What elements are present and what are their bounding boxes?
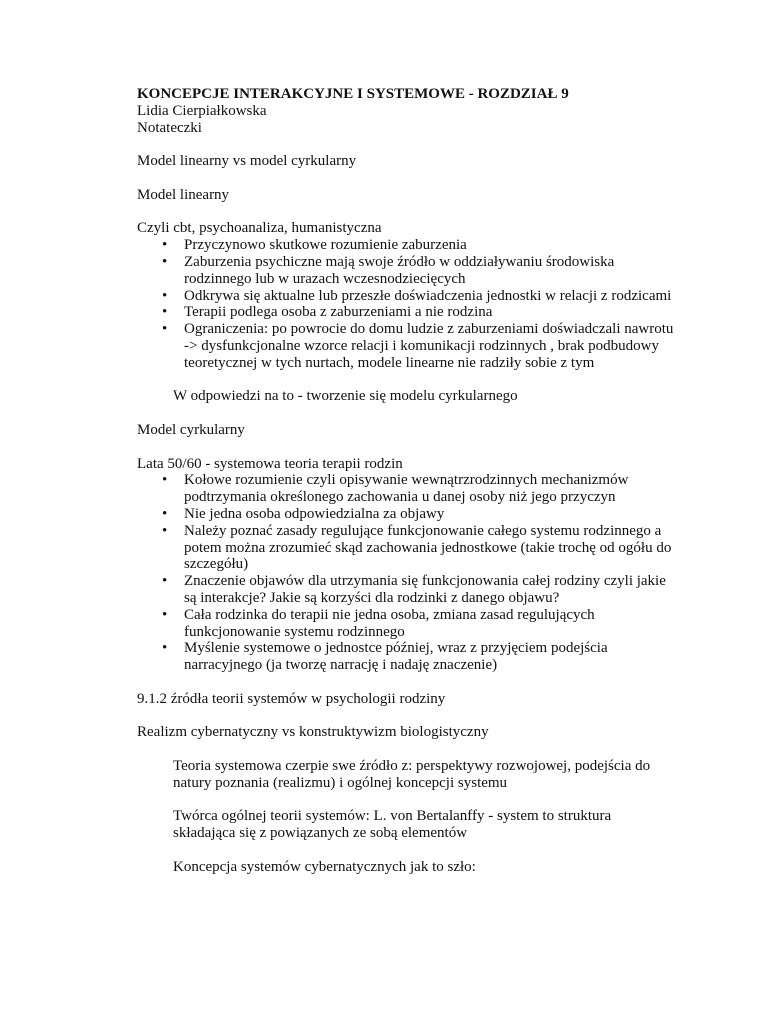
list-item: [137, 506, 677, 523]
bullet-icon: •: [162, 505, 168, 522]
list-item: [137, 254, 677, 288]
bullet-icon: •: [162, 522, 168, 539]
section3-heading: 9.1.2 źródła teorii systemów w psychologii rodziny: [137, 690, 446, 707]
bullet-icon: •: [162, 606, 168, 623]
spacer: [137, 136, 677, 153]
section1-heading: Model linearny vs model cyrkularny: [137, 153, 357, 170]
list-item-text: Terapii podlega osoba z zaburzeniami a nie rodzina: [184, 304, 493, 321]
section2-bullet-list: [137, 472, 677, 674]
list-item-text: Odkrywa się aktualne lub przeszłe doświadczenia jednostki w relacji z rodzicami: [184, 287, 672, 304]
list-item: [137, 321, 677, 371]
list-item: [137, 304, 677, 321]
spacer: [173, 791, 677, 808]
list-item-text: Zaburzenia psychiczne mają swoje źródło w oddziaływaniu środowiska rodzinnego lub w urazach wczesnodziecięcych: [184, 253, 615, 287]
spacer: [137, 707, 677, 724]
document-title: KONCEPCJE INTERAKCYJNE I SYSTEMOWE - ROZDZIAŁ 9: [137, 86, 569, 102]
list-item: [137, 523, 677, 573]
section2-intro: Lata 50/60 - systemowa teoria terapii rodzin: [137, 455, 403, 472]
bullet-icon: •: [162, 640, 168, 657]
section3-paragraphs: [137, 758, 677, 876]
list-item-text: Przyczynowo skutkowe rozumienie zaburzenia: [184, 237, 467, 254]
spacer: [137, 439, 677, 456]
paragraph: Twórca ogólnej teorii systemów: L. von Bertalanffy - system to struktura składająca się z powiązanych ze sobą elementów: [173, 808, 612, 842]
spacer: [137, 741, 677, 758]
list-item: [137, 288, 677, 305]
list-item-text: Ograniczenia: po powrocie do domu ludzie z zaburzeniami doświadczali nawrotu -> dysfunkcjonalne wzorce relacji i komunikacji rodzinnych , brak podbudowy teoretycznej w tych nurtach, modele linearne nie radziły sobie z tym: [184, 321, 674, 371]
spacer: [137, 372, 677, 389]
spacer: [137, 674, 677, 691]
section1-conclusion: W odpowiedzi na to - tworzenie się modelu cyrkularnego: [173, 388, 518, 405]
list-item-text: Nie jedna osoba odpowiedzialna za objawy: [184, 505, 445, 522]
spacer: [137, 405, 677, 422]
bullet-icon: •: [162, 573, 168, 590]
spacer: [137, 170, 677, 187]
list-item-text: Znaczenie objawów dla utrzymania się funkcjonowania całej rodziny czyli jakie są interakcje? Jakie są korzyści dla rodzinki z danego objawu?: [184, 573, 666, 606]
bullet-icon: •: [162, 321, 168, 338]
bullet-icon: •: [162, 287, 168, 304]
spacer: [137, 204, 677, 221]
section3-subheading: Realizm cybernatyczny vs konstruktywizm biologistyczny: [137, 724, 489, 741]
list-item-text: Należy poznać zasady regulujące funkcjonowanie całego systemu rodzinnego a potem można zrozumieć skąd zachowania jednostkowe (takie trochę od ogółu do szczegółu): [184, 522, 672, 573]
section1-conclusion-block: [137, 388, 677, 405]
list-item-text: Myślenie systemowe o jednostce później, wraz z przyjęciem podejścia narracyjnego (ja tworzę narrację i nadaję znaczenie): [184, 640, 608, 674]
section2-heading: Model cyrkularny: [137, 421, 245, 438]
bullet-icon: •: [162, 237, 168, 254]
document-body: [137, 86, 677, 875]
list-item: [137, 237, 677, 254]
bullet-icon: •: [162, 253, 168, 270]
paragraph: Koncepcja systemów cybernatycznych jak to szło:: [173, 858, 476, 875]
paragraph: Teoria systemowa czerpie swe źródło z: perspektywy rozwojowej, podejścia do natury poznania (realizmu) i ogólnej koncepcji systemu: [173, 757, 651, 791]
section1-intro: Czyli cbt, psychoanaliza, humanistyczna: [137, 220, 382, 237]
list-item-text: Cała rodzinka do terapii nie jedna osoba, zmiana zasad regulujących funkcjonowanie systemu rodzinnego: [184, 606, 595, 640]
spacer: [173, 842, 677, 859]
section1-subheading: Model linearny: [137, 186, 230, 203]
document-subtitle: Notateczki: [137, 119, 202, 136]
section1-bullet-list: [137, 237, 677, 371]
list-item: [137, 573, 677, 607]
list-item: [137, 607, 677, 641]
list-item: [137, 640, 677, 674]
list-item: [137, 472, 677, 506]
bullet-icon: •: [162, 304, 168, 321]
bullet-icon: •: [162, 472, 168, 489]
document-author: Lidia Cierpiałkowska: [137, 102, 267, 119]
list-item-text: Kołowe rozumienie czyli opisywanie wewnątrzrodzinnych mechanizmów podtrzymania określonego zachowania u danej osoby niż jego przyczyn: [184, 472, 629, 506]
